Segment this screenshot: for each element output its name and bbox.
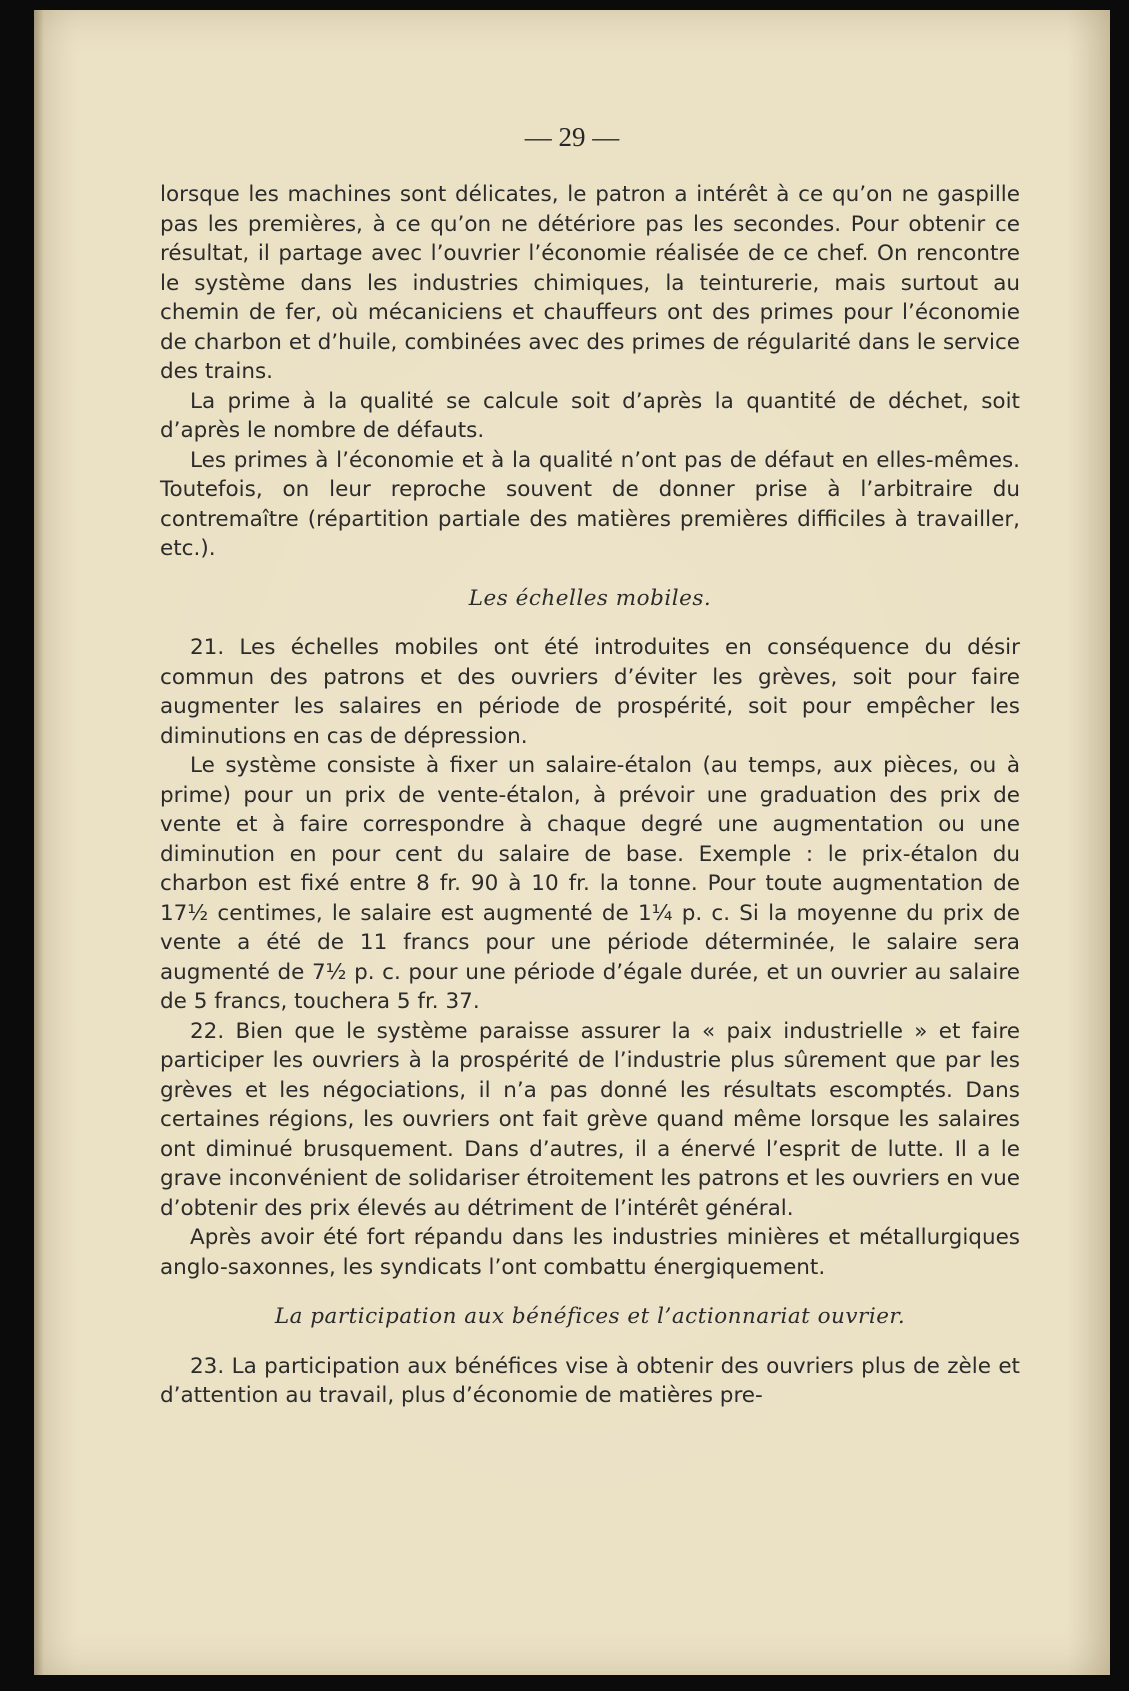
paragraph-3: Les primes à l’économie et à la qualité n’ont pas de défaut en elles-mêmes. Toutefois, on leur reproche souvent de donner prise à l’arbitraire du contremaître (répartition partiale des matières premières difficiles à travailler, etc.). (160, 447, 1020, 561)
page-fold-shadow (34, 10, 44, 1675)
page-number: — 29 — (524, 122, 620, 152)
section-heading-participation: La participation aux bénéfices et l’actionnariat ouvrier. (274, 1304, 906, 1329)
paragraph-21-cont: Le système consiste à fixer un salaire-étalon (au temps, aux pièces, ou à prime) pour un prix de vente-étalon, à prévoir une graduation des prix de vente et à faire correspondre à chaque degré une augmentation ou une diminution en pour cent du salaire de base. Exemple : le prix-étalon du charbon est fixé entre 8 fr. 90 à 10 fr. la tonne. Pour toute augmentation de 17½ centimes, le salaire est augmenté de 1¼ p. c. Si la moyenne du prix de vente a été de 11 francs pour une période déterminée, le salaire sera augmenté de 7½ p. c. pour une période d’égale durée, et un ouvrier au salaire de 5 francs, touchera 5 fr. 37. (160, 753, 1020, 1014)
section-heading-echelles-mobiles: Les échelles mobiles. (468, 585, 712, 611)
paragraph-23: 23. La participation aux bénéfices vise à obtenir des ouvriers plus de zèle et d’attention au travail, plus d’économie de matières pre- (160, 1353, 1020, 1408)
book-page (34, 10, 1110, 1675)
paragraph-21: 21. Les échelles mobiles ont été introduites en conséquence du désir commun des patrons et des ouvriers d’éviter les grèves, soit pour faire augmenter les salaires en période de prospérité, soit pour empêcher les diminutions en cas de dépression. (160, 635, 1020, 749)
paragraph-2: La prime à la qualité se calcule soit d’après la quantité de déchet, soit d’après le nombre de défauts. (160, 388, 1020, 443)
page-body (160, 180, 1020, 1411)
paragraph-22-cont: Après avoir été fort répandu dans les industries minières et métallurgiques anglo-saxonnes, les syndicats l’ont combattu énergiquement. (160, 1225, 1020, 1280)
paragraph-1: lorsque les machines sont délicates, le patron a intérêt à ce qu’on ne gaspille pas les premières, à ce qu’on ne détériore pas les secondes. Pour obtenir ce résultat, il partage avec l’ouvrier l’économie réalisée de ce chef. On rencontre le système dans les industries chimiques, la teinturerie, mais surtout au chemin de fer, où mécaniciens et chauffeurs ont des primes pour l’économie de charbon et d’huile, combinées avec des primes de régularité dans le service des trains. (160, 182, 1020, 384)
paragraph-22: 22. Bien que le système paraisse assurer la « paix industrielle » et faire participer les ouvriers à la prospérité de l’industrie plus sûrement que par les grèves et les négociations, il n’a pas donné les résultats escomptés. Dans certaines régions, les ouvriers ont fait grève quand même lorsque les salaires ont diminué brusquement. Dans d’autres, il a énervé l’esprit de lutte. Il a le grave inconvénient de solidariser étroitement les patrons et les ouvriers en vue d’obtenir des prix élevés au détriment de l’intérêt général. (160, 1018, 1020, 1221)
